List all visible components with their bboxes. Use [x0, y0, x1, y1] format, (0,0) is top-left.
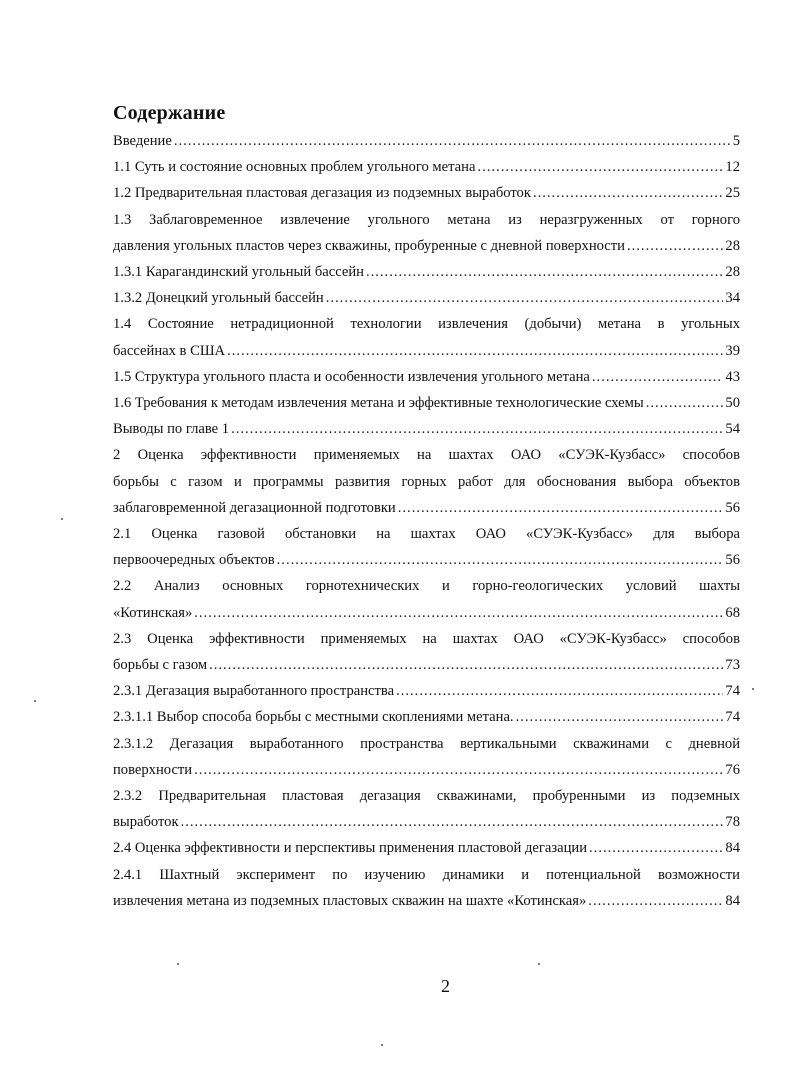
scan-speck — [752, 688, 754, 690]
scan-speck — [34, 700, 36, 702]
toc-entry — [113, 285, 740, 311]
toc-entry-last-line — [113, 809, 740, 835]
toc-entry-title: 2.4 Оценка эффективности и перспективы применения пластовой дегазации — [113, 840, 588, 857]
toc-entry-last-line — [113, 888, 740, 914]
toc-entry-page: 78 — [725, 814, 740, 831]
dot-leader — [366, 259, 723, 285]
toc-entry — [113, 626, 740, 678]
toc-entry-last-line — [113, 338, 740, 364]
toc-entry-page: 28 — [725, 264, 740, 281]
toc-entry-page: 56 — [725, 499, 740, 516]
dot-leader — [588, 888, 723, 914]
toc-entry-title: давления угольных пластов через скважины, пробуренные с дневной поверхности — [113, 237, 625, 254]
toc-entry-last-line — [113, 154, 740, 180]
toc-entry-last-line — [113, 600, 740, 626]
toc-entry-line: борьбы с газом и программы развития горных работ для обоснования выбора объектов — [113, 473, 740, 490]
dot-leader — [277, 547, 724, 573]
scan-speck — [538, 963, 540, 965]
toc-entry — [113, 704, 740, 730]
toc-entry-line: 1.3 Заблаговременное извлечение угольного метана из неразгруженных от горного — [113, 211, 740, 228]
toc-entry-last-line — [113, 835, 740, 861]
toc-entry-last-line — [113, 259, 740, 285]
toc-entry — [113, 259, 740, 285]
toc-entry-title: извлечения метана из подземных пластовых скважин на шахте «Котинская» — [113, 892, 587, 909]
toc-entry-page: 68 — [725, 604, 740, 621]
dot-leader — [181, 809, 724, 835]
toc-entry-page: 50 — [725, 395, 740, 412]
toc-entry-page: 76 — [725, 761, 740, 778]
toc-entry — [113, 390, 740, 416]
toc-entry-last-line — [113, 128, 740, 154]
toc-entry-last-line — [113, 416, 740, 442]
toc-entry-page: 34 — [725, 290, 740, 307]
toc-entry-last-line — [113, 364, 740, 390]
toc-entry-line: 2.3.2 Предварительная пластовая дегазация скважинами, пробуренными из подземных — [113, 788, 740, 805]
toc-entry — [113, 416, 740, 442]
scan-speck — [177, 963, 179, 965]
toc-entry-page: 5 — [732, 133, 740, 149]
toc-entry-last-line — [113, 390, 740, 416]
toc-entry-line: 2.2 Анализ основных горнотехнических и горно-геологических условий шахты — [113, 578, 740, 595]
dot-leader — [592, 364, 724, 390]
toc-entry — [113, 442, 740, 521]
toc-entry-last-line — [113, 495, 740, 521]
dot-leader — [174, 128, 731, 154]
toc-entry — [113, 573, 740, 625]
toc-entry-title: выработок — [113, 814, 179, 831]
dot-leader — [209, 652, 723, 678]
toc-entry-title: 1.5 Структура угольного пласта и особенности извлечения угольного метана — [113, 368, 590, 385]
toc-entry-page: 73 — [725, 657, 740, 674]
dot-leader — [646, 390, 724, 416]
toc-entry-page: 84 — [725, 892, 740, 909]
toc-entry-page: 54 — [725, 421, 740, 438]
dot-leader — [227, 338, 723, 364]
dot-leader — [326, 285, 724, 311]
toc-entry-page: 43 — [725, 368, 740, 385]
toc-entry-title: 2.3.1 Дегазация выработанного пространства — [113, 683, 395, 700]
toc-entry — [113, 783, 740, 835]
toc-entry-title: 2.3.1.1 Выбор способа борьбы с местными скоплениями метана. — [113, 709, 514, 726]
dot-leader — [194, 600, 723, 626]
toc-entry-title: борьбы с газом — [113, 657, 208, 674]
toc-entry-page: 12 — [725, 159, 740, 176]
toc-entry-line: 2.3.1.2 Дегазация выработанного пространства вертикальными скважинами с дневной — [113, 735, 740, 752]
toc-entry-line: 2.1 Оценка газовой обстановки на шахтах ОАО «СУЭК-Кузбасс» для выбора — [113, 526, 740, 543]
toc-entry-page: 25 — [725, 185, 740, 202]
scan-speck — [61, 518, 63, 520]
dot-leader — [589, 835, 723, 861]
toc-entry-title: поверхности — [113, 761, 193, 778]
dot-leader — [398, 495, 724, 521]
toc-entry-title: 1.1 Суть и состояние основных проблем угольного метана — [113, 159, 476, 176]
toc-entry — [113, 731, 740, 783]
scan-speck — [381, 1044, 383, 1046]
toc-entry-title: заблаговременной дегазационной подготовки — [113, 499, 396, 516]
dot-leader — [231, 416, 723, 442]
toc-entry-title: «Котинская» — [113, 604, 193, 621]
toc-entry-last-line — [113, 233, 740, 259]
toc-entry-last-line — [113, 652, 740, 678]
toc-title: Содержание — [113, 102, 226, 124]
toc-entry-title: первоочередных объектов — [113, 552, 275, 569]
toc-entry — [113, 207, 740, 259]
toc-entry-last-line — [113, 678, 740, 704]
toc-entry — [113, 180, 740, 206]
toc-entry-last-line — [113, 757, 740, 783]
dot-leader — [533, 180, 723, 206]
toc-entry — [113, 678, 740, 704]
toc-entry — [113, 521, 740, 573]
toc-entry-line: 1.4 Состояние нетрадиционной технологии извлечения (добычи) метана в угольных — [113, 316, 740, 333]
dot-leader — [194, 757, 723, 783]
toc-entry-line: 2.4.1 Шахтный эксперимент по изучению динамики и потенциальной возможности — [113, 866, 740, 883]
toc-entry — [113, 862, 740, 914]
dot-leader — [516, 704, 724, 730]
toc-entry-last-line — [113, 180, 740, 206]
toc-entry-page: 28 — [725, 237, 740, 254]
dot-leader — [627, 233, 723, 259]
toc-entry — [113, 154, 740, 180]
toc-entry-page: 84 — [725, 840, 740, 857]
toc-entry-page: 56 — [725, 552, 740, 569]
dot-leader — [477, 154, 723, 180]
toc-entry-title: 1.3.2 Донецкий угольный бассейн — [113, 290, 324, 307]
table-of-contents — [113, 128, 740, 914]
toc-entry-line: 2.3 Оценка эффективности применяемых на шахтах ОАО «СУЭК-Кузбасс» способов — [113, 630, 740, 647]
toc-entry-line: 2 Оценка эффективности применяемых на шахтах ОАО «СУЭК-Кузбасс» способов — [113, 447, 740, 464]
toc-entry — [113, 311, 740, 363]
toc-entry-title: Введение — [113, 133, 172, 149]
toc-entry-title: 1.6 Требования к методам извлечения метана и эффективные технологические схемы — [113, 395, 644, 412]
page-number: 2 — [441, 976, 450, 996]
toc-entry — [113, 364, 740, 390]
toc-entry-title: бассейнах в США — [113, 342, 226, 359]
toc-entry-last-line — [113, 704, 740, 730]
toc-entry-page: 39 — [725, 342, 740, 359]
toc-entry-title: Выводы по главе 1 — [113, 421, 230, 438]
toc-entry-title: 1.3.1 Карагандинский угольный бассейн — [113, 264, 364, 281]
dot-leader — [396, 678, 723, 704]
toc-entry-last-line — [113, 285, 740, 311]
toc-entry — [113, 128, 740, 154]
toc-entry-page: 74 — [725, 709, 740, 726]
toc-entry-page: 74 — [725, 683, 740, 700]
toc-entry — [113, 835, 740, 861]
toc-entry-title: 1.2 Предварительная пластовая дегазация из подземных выработок — [113, 185, 531, 202]
toc-entry-last-line — [113, 547, 740, 573]
